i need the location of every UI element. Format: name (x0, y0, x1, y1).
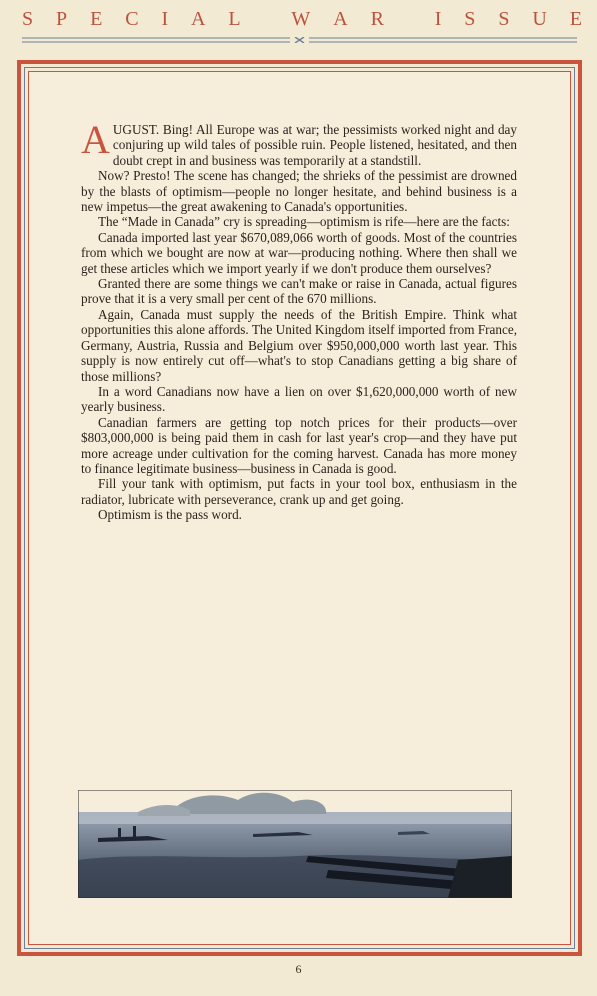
header-letter: C (125, 8, 140, 30)
header-letter: R (370, 8, 385, 30)
header-letter: E (569, 8, 583, 30)
header-letter: S (22, 8, 35, 30)
header-letter: S (498, 8, 511, 30)
header-letter: I (434, 8, 443, 30)
article-paragraph-text: UGUST. Bing! All Europe was at war; the pessimists worked night and day conjuring up wild tales of possible ruin. People listened, hesitated, and then doubt crept in and business was temporarily at a standstill. (112, 122, 517, 168)
header-letter: E (90, 8, 104, 30)
header-letter-spacer (264, 8, 270, 32)
article-paragraph (81, 117, 517, 168)
article-paragraph: In a word Canadians now have a lien on over $1,620,000,000 worth of new yearly business. (81, 383, 517, 415)
header-letter: W (291, 8, 312, 30)
article-paragraph: Now? Presto! The scene has changed; the shrieks of the pessimist are drowned by the blasts of optimism—people no longer hesitate, and behind business is a new impetus—the great awakening to Canada's opportunities. (81, 168, 517, 215)
running-header (0, 8, 597, 32)
article-body (81, 117, 517, 523)
header-letter: P (56, 8, 69, 30)
page-number: 6 (295, 962, 302, 976)
article-paragraph: Canadian farmers are getting top notch prices for their products—over $803,000,000 is being paid them in cash for last year's crop—and they have put more acreage under cultivation for the coming harvest. Canada has more money to finance legitimate business—business in Canada is good. (81, 414, 517, 476)
header-letter: U (532, 8, 548, 30)
header-letter: I (161, 8, 170, 30)
header-letter: S (464, 8, 477, 30)
article-paragraph: Again, Canada must supply the needs of the British Empire. Think what opportunities this alone affords. The United Kingdom itself imported from France, Germany, Austria, Russia and Belgium over $950,000,000 worth last year. This supply is now entirely cut off—what's to stop Canadians getting a big share of those millions? (81, 306, 517, 384)
article-paragraph: Granted there are some things we can't make or raise in Canada, actual figures prove that it is a very small per cent of the 670 millions. (81, 276, 517, 307)
header-letter: L (228, 8, 242, 30)
header-rule (22, 37, 577, 43)
article-paragraph: Optimism is the pass word. (98, 507, 242, 523)
drop-cap: A (81, 117, 110, 162)
article-paragraph: Fill your tank with optimism, put facts in your tool box, enthusiasm in the radiator, lubricate with perseverance, crank up and get going. (81, 476, 517, 507)
naval-battle-illustration (78, 790, 512, 898)
header-letter: A (333, 8, 349, 30)
header-letter-spacer (407, 8, 413, 32)
article-paragraph: The “Made in Canada” cry is spreading—optimism is rife—here are the facts: (98, 214, 510, 230)
header-letter: A (191, 8, 207, 30)
article-paragraph: Canada imported last year $670,089,066 worth of goods. Most of the countries from which we bought are now at war—producing nothing. Where then shall we get these articles which we import yearly if we don't produce them ourselves? (81, 229, 517, 276)
